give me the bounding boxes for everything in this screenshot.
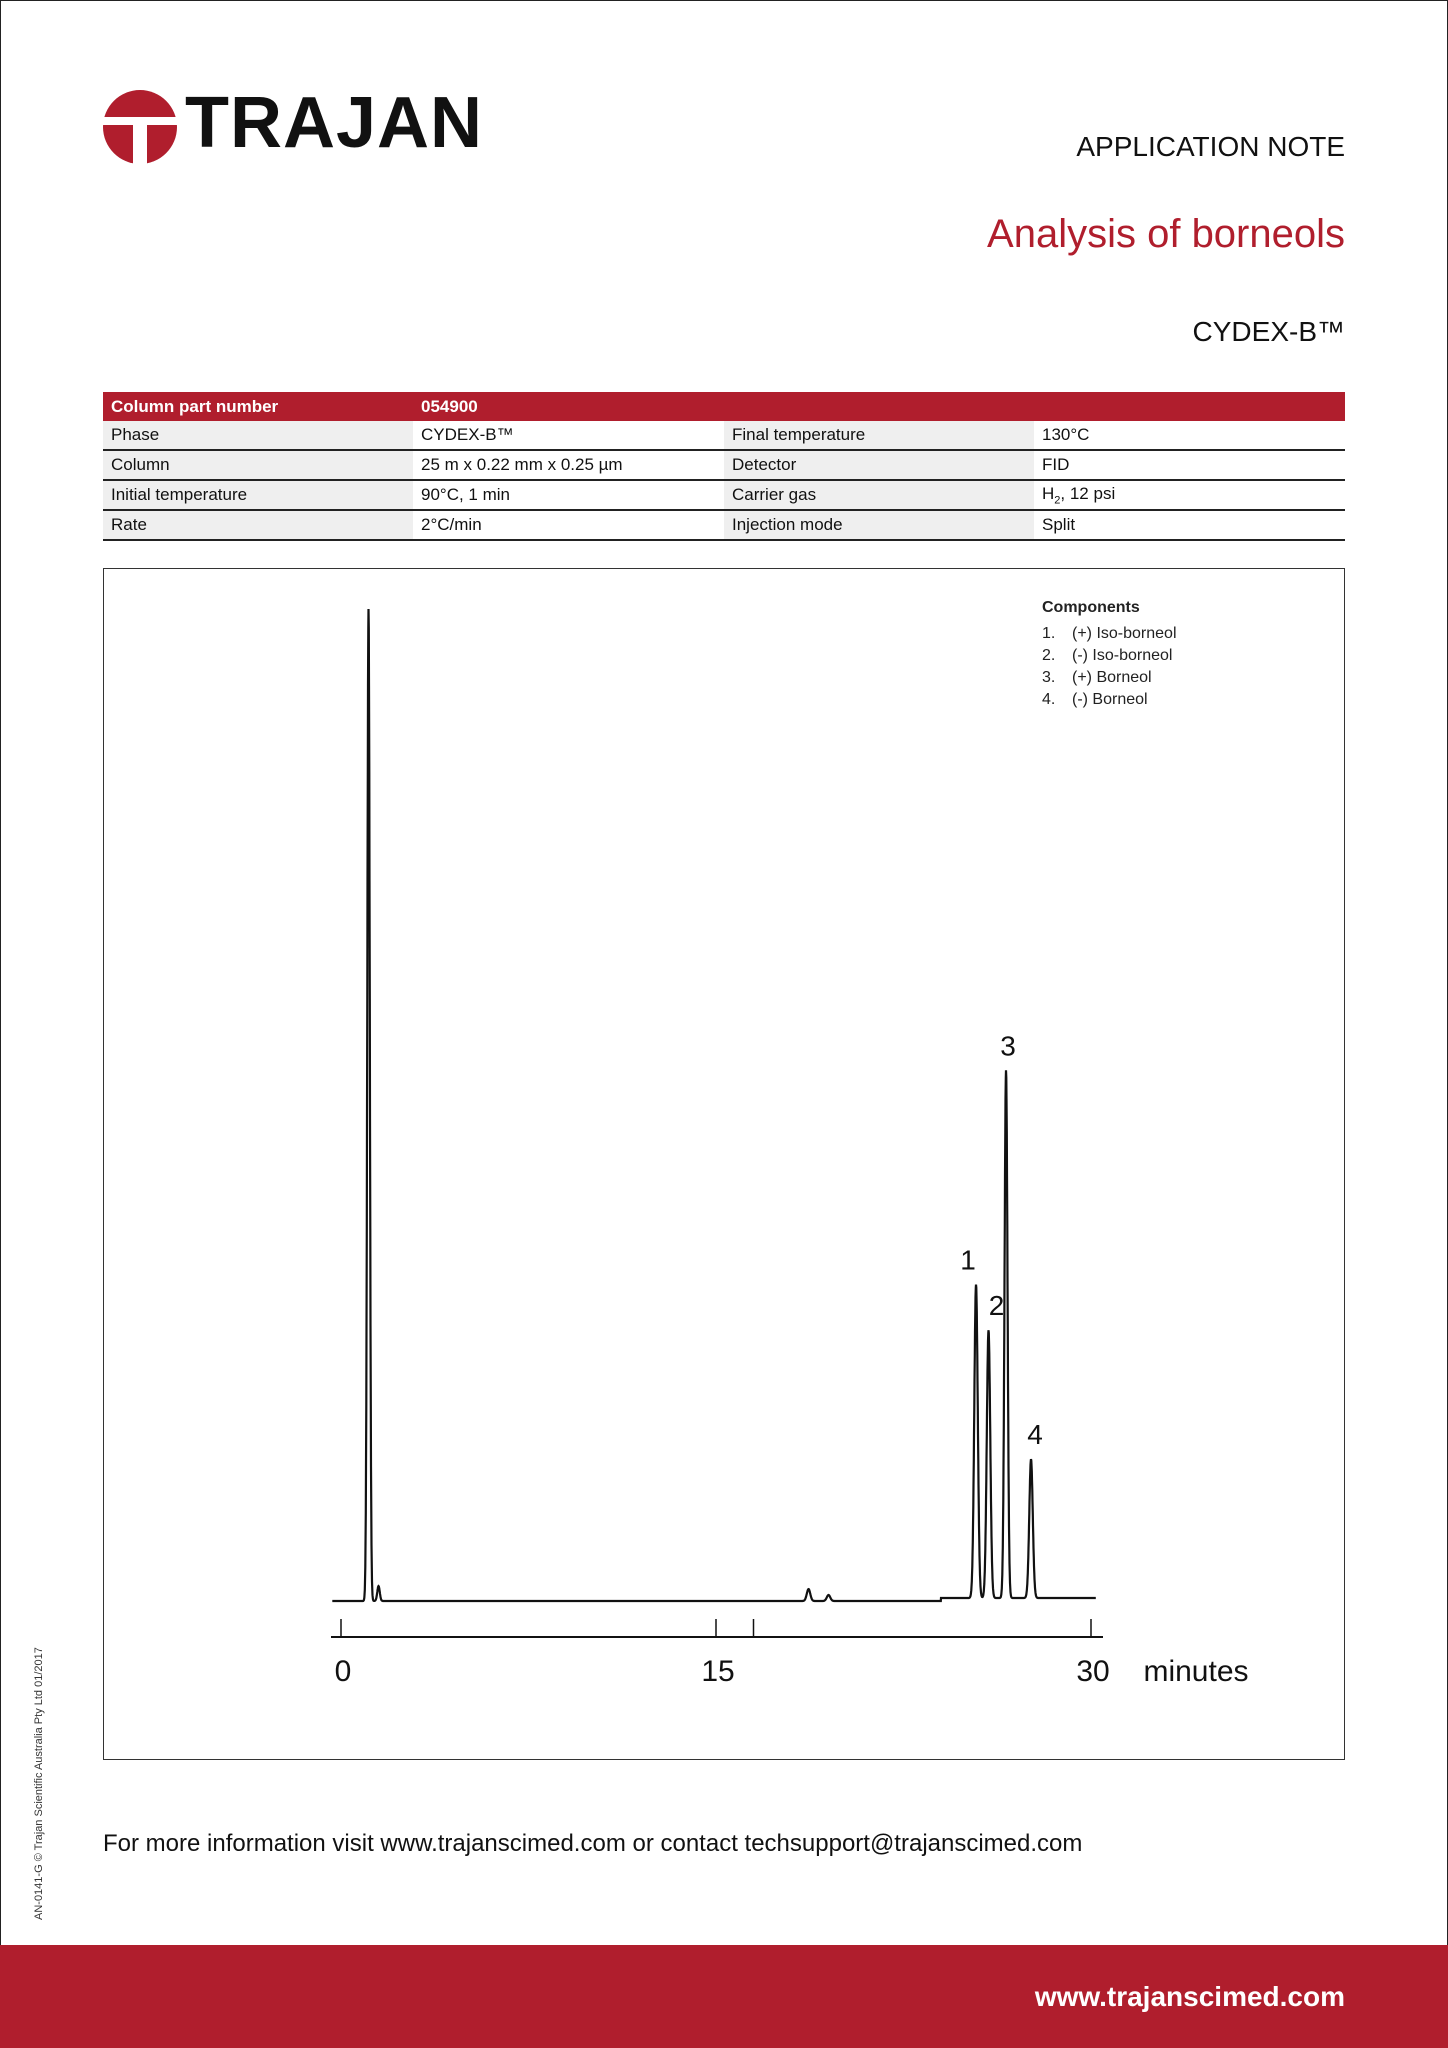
table-row: [103, 480, 1345, 510]
legend-title: Components: [1042, 599, 1140, 616]
table-cell-label: Rate: [103, 510, 413, 540]
legend-item-number: 3.: [1042, 669, 1056, 686]
document-code: AN-0141-G © Trajan Scientific Australia Pty Ltd 01/2017: [33, 1647, 45, 1920]
peak-label: 2: [988, 1290, 1005, 1322]
table-cell-value: [1034, 480, 1345, 510]
peak-label: 3: [1000, 1030, 1016, 1062]
legend-item-label: (-) Borneol: [1072, 691, 1148, 708]
specification-table: [103, 392, 1345, 541]
x-axis-label: minutes: [1143, 1655, 1249, 1688]
table-cell-label: Carrier gas: [724, 480, 1034, 510]
document-type: APPLICATION NOTE: [1076, 131, 1345, 162]
legend-item-label: (+) Borneol: [1072, 669, 1152, 686]
table-cell-value: 25 m x 0.22 mm x 0.25 µm: [413, 450, 724, 480]
x-tick-label: 30: [1076, 1655, 1110, 1688]
table-cell-label: Phase: [103, 421, 413, 450]
table-row: [103, 450, 1345, 480]
table-header-label: Column part number: [103, 392, 413, 421]
legend-item-number: 4.: [1042, 691, 1056, 708]
components-legend: [1042, 599, 1177, 711]
table-cell-label: Initial temperature: [103, 480, 413, 510]
peak-label: 4: [1027, 1419, 1043, 1451]
table-cell-label: Injection mode: [724, 510, 1034, 540]
table-cell-value: FID: [1034, 450, 1345, 480]
x-tick-label: 15: [701, 1655, 735, 1688]
x-tick-label: 0: [334, 1655, 352, 1688]
carrier-gas-symbol: H: [1042, 483, 1055, 503]
table-cell-value: CYDEX-B™: [413, 421, 724, 450]
legend-item-number: 1.: [1042, 625, 1056, 642]
table-cell-label: Column: [103, 450, 413, 480]
logo-wordmark: TRAJAN: [185, 83, 484, 163]
peak-label: 1: [960, 1244, 976, 1276]
trajan-logo-icon: [103, 90, 177, 164]
footer-bar: [0, 1945, 1448, 2048]
table-cell-label: Detector: [724, 450, 1034, 480]
trajan-logo: [103, 83, 484, 170]
table-cell-value: 90°C, 1 min: [413, 480, 724, 510]
carrier-gas-pressure: , 12 psi: [1060, 483, 1116, 503]
chromatogram-trace: [332, 609, 1096, 1601]
chromatogram-panel: [103, 568, 1345, 1760]
legend-item: [1042, 645, 1177, 667]
table-cell-value: 2°C/min: [413, 510, 724, 540]
table-cell-value: Split: [1034, 510, 1345, 540]
contact-info: For more information visit www.trajanscimed.com or contact techsupport@trajanscimed.com: [103, 1830, 1083, 1857]
table-cell-value: 130°C: [1034, 421, 1345, 450]
page-title: Analysis of borneols: [987, 212, 1345, 256]
table-header-value: 054900: [413, 392, 724, 421]
legend-item-label: (-) Iso-borneol: [1072, 647, 1173, 664]
chromatogram-chart: [104, 569, 1344, 1759]
legend-item: [1042, 667, 1177, 689]
table-row: [103, 510, 1345, 540]
legend-item: [1042, 689, 1177, 711]
page-subtitle: CYDEX-B™: [1192, 316, 1345, 347]
table-header-row: [103, 392, 1345, 421]
legend-item-label: (+) Iso-borneol: [1072, 625, 1177, 642]
legend-item: [1042, 623, 1177, 645]
carrier-gas-subscript: 2: [1054, 494, 1061, 507]
footer-url: www.trajanscimed.com: [1034, 1981, 1345, 2012]
x-axis: [331, 1619, 1249, 1688]
peak-labels: [960, 1030, 1043, 1450]
table-row: [103, 421, 1345, 450]
table-cell-label: Final temperature: [724, 421, 1034, 450]
legend-item-number: 2.: [1042, 647, 1056, 664]
